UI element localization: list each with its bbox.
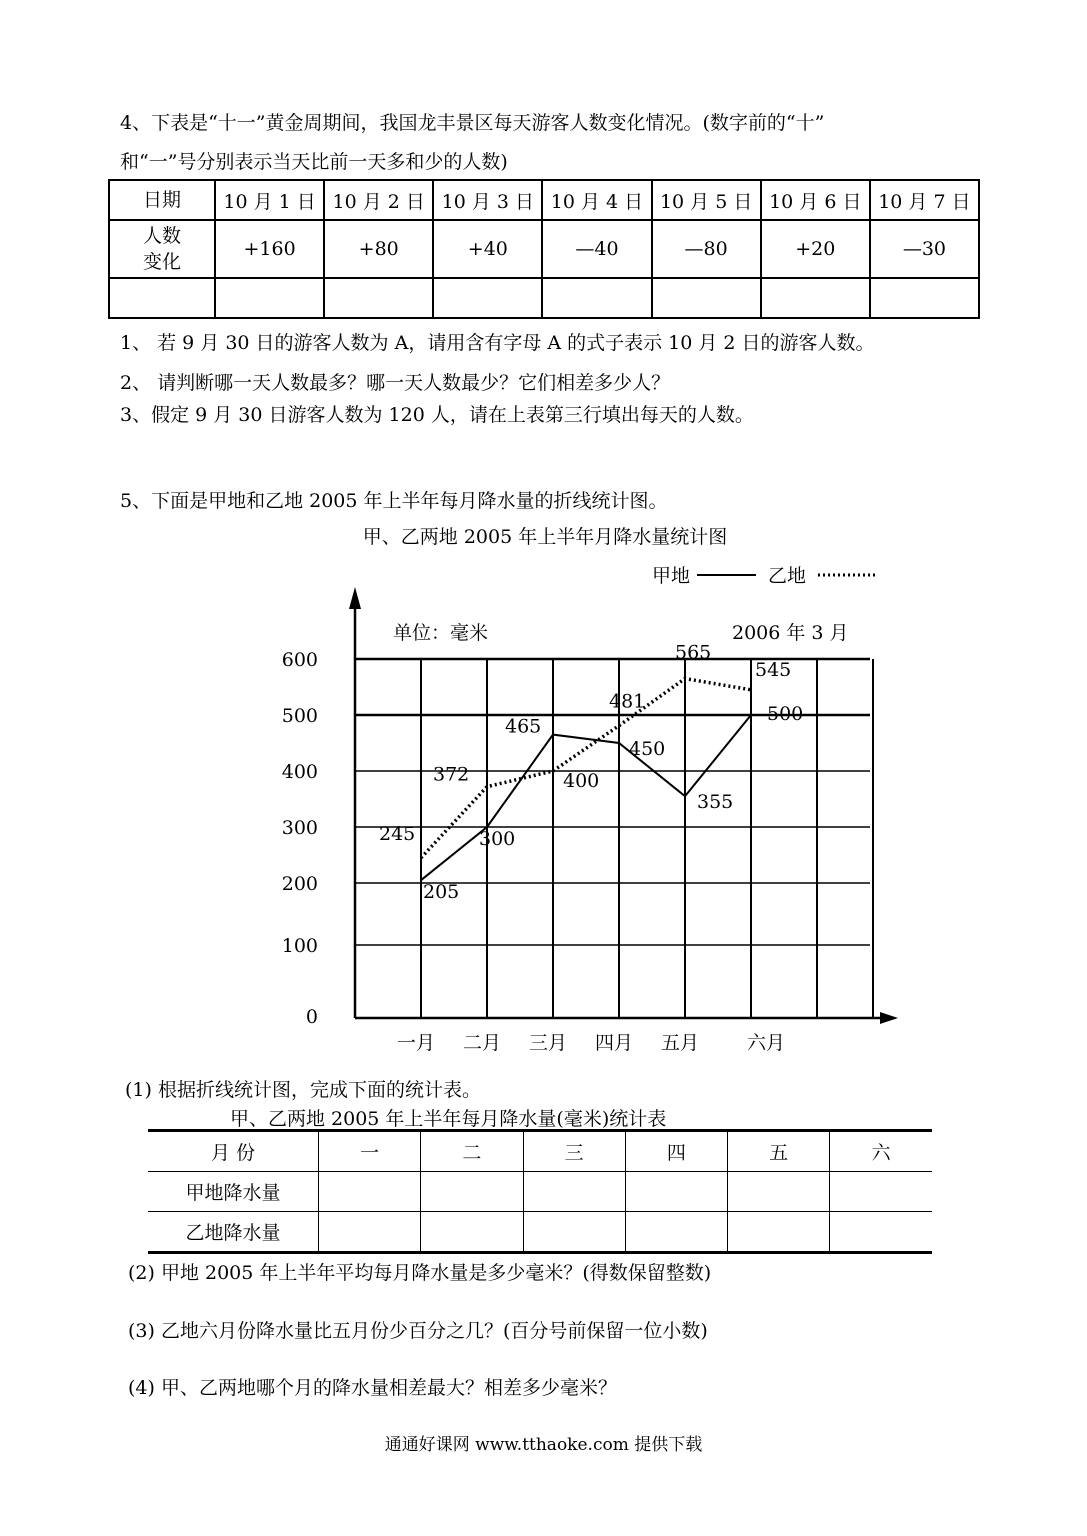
q4-change-cell: —40 <box>542 220 651 278</box>
q4-date: 10 月 2 日 <box>324 180 433 220</box>
q5-month-header: 五 <box>728 1131 830 1172</box>
q4-blank-cell[interactable] <box>324 278 433 318</box>
y-tick-label: 500 <box>281 705 318 727</box>
x-tick-label: 六月 <box>746 1032 786 1054</box>
q4-question-1: 1、 若 9 月 30 日的游客人数为 A，请用含有字母 A 的式子表示 10 月 2 日的游客人数。 <box>120 332 875 354</box>
q5-subquestion-3: (3) 乙地六月份降水量比五月份少百分之几？(百分号前保留一位小数) <box>128 1320 708 1342</box>
q5-subquestion-1: (1) 根据折线统计图，完成下面的统计表。 <box>125 1079 481 1101</box>
q4-blank-cell[interactable] <box>215 278 324 318</box>
q5-blank-cell[interactable] <box>421 1212 523 1253</box>
data-label-yi: 400 <box>563 770 600 792</box>
x-tick-label: 四月 <box>594 1032 634 1054</box>
chart-legend <box>652 565 877 587</box>
q4-blank-cell[interactable] <box>761 278 870 318</box>
q5-month-header: 一 <box>319 1131 421 1172</box>
data-label-yi: 545 <box>755 658 792 681</box>
x-tick-label: 二月 <box>462 1032 502 1054</box>
q4-question-2: 2、 请判断哪一天人数最多？哪一天人数最少？它们相差多少人？ <box>120 372 671 394</box>
q5-blank-cell[interactable] <box>728 1172 830 1212</box>
legend-label-jia: 甲地 <box>651 565 690 587</box>
q5-blank-cell[interactable] <box>830 1212 932 1253</box>
q5-subquestion-4: (4) 甲、乙两地哪个月的降水量相差最大？相差多少毫米？ <box>128 1377 617 1399</box>
q5-month-header: 六 <box>830 1131 932 1172</box>
q4-date: 10 月 3 日 <box>433 180 542 220</box>
x-tick-label: 三月 <box>528 1032 568 1054</box>
x-tick-label: 一月 <box>396 1032 436 1054</box>
q4-question-3: 3、假定 9 月 30 日游客人数为 120 人，请在上表第三行填出每天的人数。 <box>120 404 754 426</box>
q5-blank-cell[interactable] <box>319 1212 421 1253</box>
q4-blank-cell[interactable] <box>433 278 542 318</box>
data-label-jia: 355 <box>697 791 734 814</box>
q5-month-header: 四 <box>625 1131 727 1172</box>
q4-date: 10 月 5 日 <box>652 180 761 220</box>
q4-header-label: 日期 <box>109 180 215 220</box>
y-tick-label: 100 <box>281 935 318 957</box>
q4-blank-cell[interactable] <box>652 278 761 318</box>
q4-change-cell: —80 <box>652 220 761 278</box>
y-tick-label: 0 <box>305 1006 318 1028</box>
q5-rainfall-table <box>148 1129 932 1254</box>
q5-blank-cell[interactable] <box>319 1172 421 1212</box>
q5-row-label-yi: 乙地降水量 <box>148 1212 319 1253</box>
q5-month-header: 三 <box>523 1131 625 1172</box>
q5-table-title: 甲、乙两地 2005 年上半年每月降水量(毫米)统计表 <box>230 1108 667 1130</box>
chart-date-label: 2006 年 3 月 <box>732 622 849 644</box>
y-tick-labels <box>282 649 318 1028</box>
y-axis-arrow <box>349 587 361 609</box>
y-tick-label: 200 <box>281 873 318 895</box>
q4-change-cell: +80 <box>324 220 433 278</box>
q4-intro-line1: 4、下表是“十一”黄金周期间，我国龙丰景区每天游客人数变化情况。(数字前的“十” <box>120 112 825 134</box>
data-label-yi: 245 <box>379 822 416 845</box>
rainfall-line-chart <box>0 515 1087 1055</box>
q4-table <box>108 179 980 319</box>
q4-date: 10 月 7 日 <box>870 180 979 220</box>
q5-blank-cell[interactable] <box>523 1172 625 1212</box>
q5-subquestion-2: (2) 甲地 2005 年上半年平均每月降水量是多少毫米？(得数保留整数) <box>128 1262 712 1284</box>
q5-blank-cell[interactable] <box>625 1212 727 1253</box>
q4-blank-cell[interactable] <box>542 278 651 318</box>
data-label-yi: 565 <box>675 641 712 664</box>
y-tick-label: 300 <box>281 817 318 839</box>
q4-change-cell: +20 <box>761 220 870 278</box>
legend-label-yi: 乙地 <box>768 565 807 587</box>
q5-blank-cell[interactable] <box>421 1172 523 1212</box>
q4-blank-cell[interactable] <box>870 278 979 318</box>
q4-blank-cell[interactable] <box>109 278 215 318</box>
data-label-yi: 481 <box>609 690 646 713</box>
data-label-jia: 450 <box>629 738 666 760</box>
y-tick-label: 400 <box>281 761 318 783</box>
page-footer: 通通好课网 www.tthaoke.com 提供下载 <box>384 1435 703 1455</box>
q5-blank-cell[interactable] <box>830 1172 932 1212</box>
q5-blank-cell[interactable] <box>523 1212 625 1253</box>
data-label-jia: 205 <box>423 881 460 904</box>
y-tick-label: 600 <box>281 649 318 671</box>
q5-month-header: 二 <box>421 1131 523 1172</box>
data-label-jia: 300 <box>479 828 516 850</box>
q4-change-cell: +160 <box>215 220 324 278</box>
x-tick-label: 五月 <box>660 1032 700 1054</box>
chart-axes <box>349 587 898 1024</box>
x-axis-arrow <box>880 1012 898 1024</box>
q4-change-label <box>109 220 215 278</box>
q5-row-label-jia: 甲地降水量 <box>148 1172 319 1212</box>
q5-blank-cell[interactable] <box>728 1212 830 1253</box>
q4-intro-line2: 和“一”号分别表示当天比前一天多和少的人数) <box>120 151 508 173</box>
q4-date: 10 月 6 日 <box>761 180 870 220</box>
data-label-jia: 465 <box>505 715 542 738</box>
q4-date: 10 月 1 日 <box>215 180 324 220</box>
q4-change-label-line1: 人数 <box>142 225 181 247</box>
data-label-yi: 372 <box>433 763 470 786</box>
x-tick-labels <box>397 1032 785 1054</box>
series-line-yi <box>421 679 751 858</box>
q5-blank-cell[interactable] <box>625 1172 727 1212</box>
q4-change-label-line2: 变化 <box>142 251 181 273</box>
data-label-jia: 500 <box>767 703 804 725</box>
q4-change-cell: —30 <box>870 220 979 278</box>
chart-title: 甲、乙两地 2005 年上半年月降水量统计图 <box>362 526 728 548</box>
q5-intro: 5、下面是甲地和乙地 2005 年上半年每月降水量的折线统计图。 <box>120 490 668 512</box>
q4-change-cell: +40 <box>433 220 542 278</box>
chart-unit-label: 单位：毫米 <box>393 622 489 644</box>
q4-date: 10 月 4 日 <box>542 180 651 220</box>
q5-header-label: 月 份 <box>148 1131 319 1172</box>
